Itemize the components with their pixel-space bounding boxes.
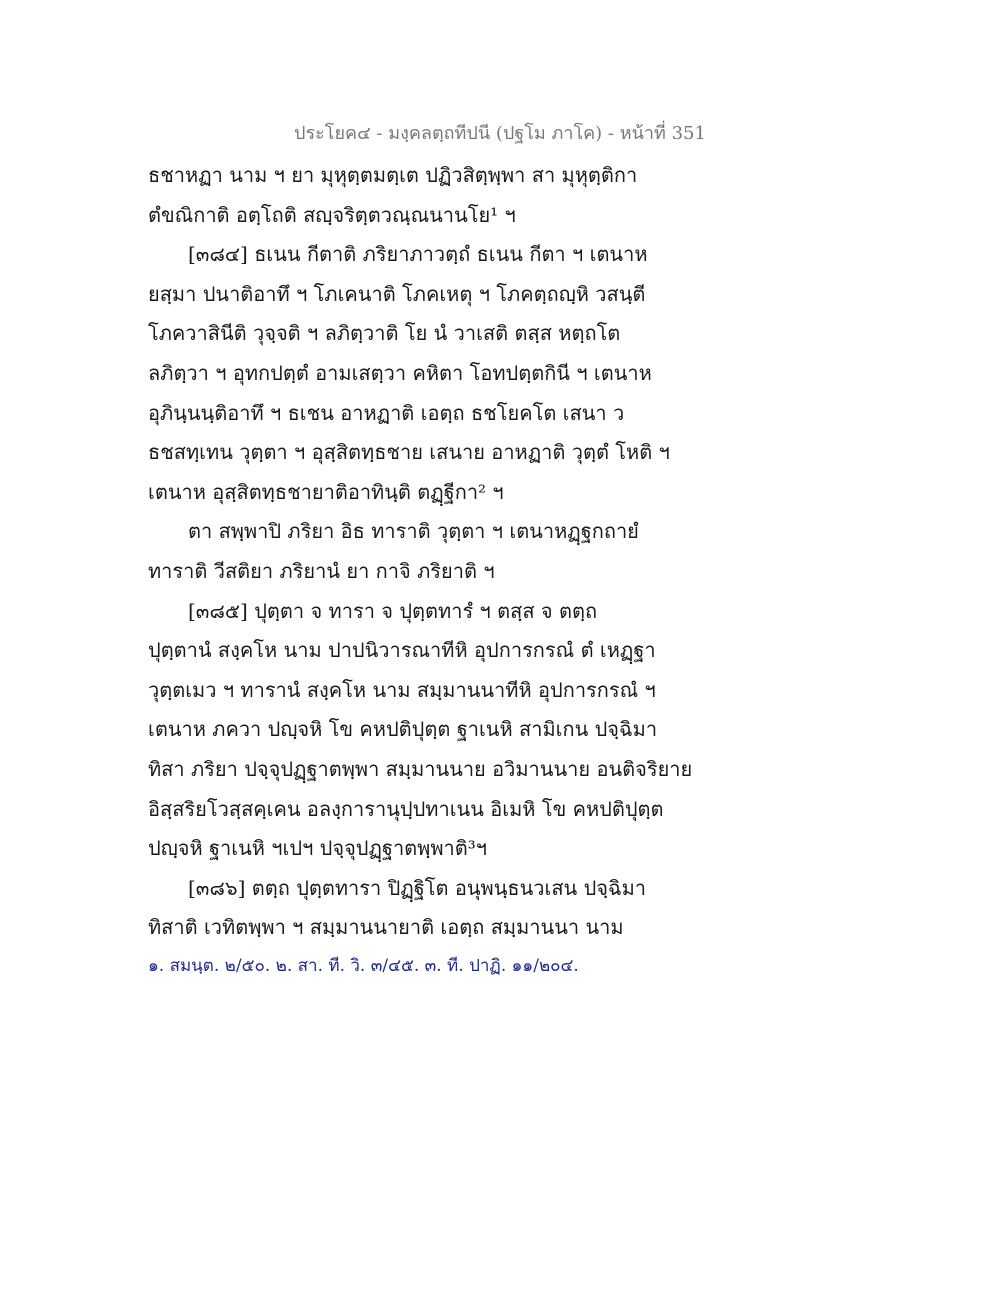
text-line: ทิสา ภริยา ปจฺจุปฏฺฐาตพฺพา สมฺมานนาย อวิมานนาย อนติจริยาย	[148, 756, 693, 781]
text-line: ยสฺมา ปนาติอาทึ ฯ โภเคนาติ โภคเหตุ ฯ โภคตฺถญฺหิ วสนฺตี	[148, 281, 646, 306]
paragraph-385-start: [๓๘๕] ปุตฺตา จ ทารา จ ปุตฺตทารํ ฯ ตสฺส จ ตตฺถ	[188, 598, 598, 623]
text-line: เตนาห ภควา ปญฺจหิ โข คหปติปุตฺต ฐาเนหิ สามิเกน ปจฺฉิมา	[148, 717, 658, 742]
text-line: ธชสทฺเทน วุตฺตา ฯ อุสฺสิตทฺธชาย เสนาย อาหฏาติ วุตฺตํ โหติ ฯ	[148, 440, 670, 465]
page-header: ประโยค๔ - มงฺคลตฺถทีปนี (ปฐโม ภาโค) - หน้าที่ 351	[294, 123, 706, 144]
text-line: อิสฺสริยโวสฺสคฺเคน อลงฺการานุปฺปทาเนน อิเมหิ โข คหปติปุตฺต	[148, 796, 664, 821]
text-line: วุตฺตเมว ฯ ทารานํ สงฺคโห นาม สมฺมานนาทีหิ อุปการกรณํ ฯ	[148, 677, 656, 702]
paragraph-386-start: [๓๘๖] ตตฺถ ปุตฺตทารา ปิฏฺฐิโต อนุพนฺธนวเสน ปจฺฉิมา	[188, 875, 647, 900]
text-line: โภควาสินีติ วุจฺจติ ฯ ลภิตฺวาติ โย นํ วาเสติ ตสฺส หตฺถโต	[148, 321, 621, 346]
text-line: อุภินฺนนฺติอาทึ ฯ ธเชน อาหฏาติ เอตฺถ ธชโยคโต เสนา ว	[148, 400, 625, 425]
paragraph-384-start: [๓๘๔] ธเนน กีตาติ ภริยาภาวตฺถํ ธเนน กีตา ฯ เตนาห	[188, 242, 648, 267]
footnote: ๑. สมนฺต. ๒/๕๐. ๒. สา. ที. วิ. ๓/๔๕. ๓. ที. ปาฏิ. ๑๑/๒๐๔.	[148, 956, 579, 976]
text-line: ปุตฺตานํ สงฺคโห นาม ปาปนิวารณาทีหิ อุปการกรณํ ตํ เหฏฺฐา	[148, 638, 656, 663]
paragraph-start: ตา สพฺพาปิ ภริยา อิธ ทาราติ วุตฺตา ฯ เตนาหฏฺฐกถายํ	[188, 519, 639, 544]
text-line: ลภิตฺวา ฯ อุทกปตฺตํ อามเสตฺวา คหิตา โอทปตฺตกินี ฯ เตนาห	[148, 360, 652, 385]
text-line: ทาราติ วีสติยา ภริยานํ ยา กาจิ ภริยาติ ฯ	[148, 558, 495, 583]
text-line: ทิสาติ เวทิตพฺพา ฯ สมฺมานนายาติ เอตฺถ สมฺมานนา นาม	[148, 915, 624, 940]
text-line: เตนาห อุสฺสิตทฺธชายาติอาทินฺติ ตฏฺฐีกา² ฯ	[148, 479, 504, 504]
text-line: ปญฺจหิ ฐาเนหิ ฯเปฯ ปจฺจุปฏฺฐาตพฺพาติ³ฯ	[148, 836, 488, 861]
text-line: ตํขณิกาติ อตฺโถติ สญฺจริตฺตวณฺณนานโย¹ ฯ	[148, 202, 516, 227]
body-text	[148, 156, 708, 948]
text-line: ธชาหฏา นาม ฯ ยา มุหุตฺตมตฺเต ปฏิวสิตฺพฺพา สา มุหุตฺติกา	[148, 163, 638, 187]
